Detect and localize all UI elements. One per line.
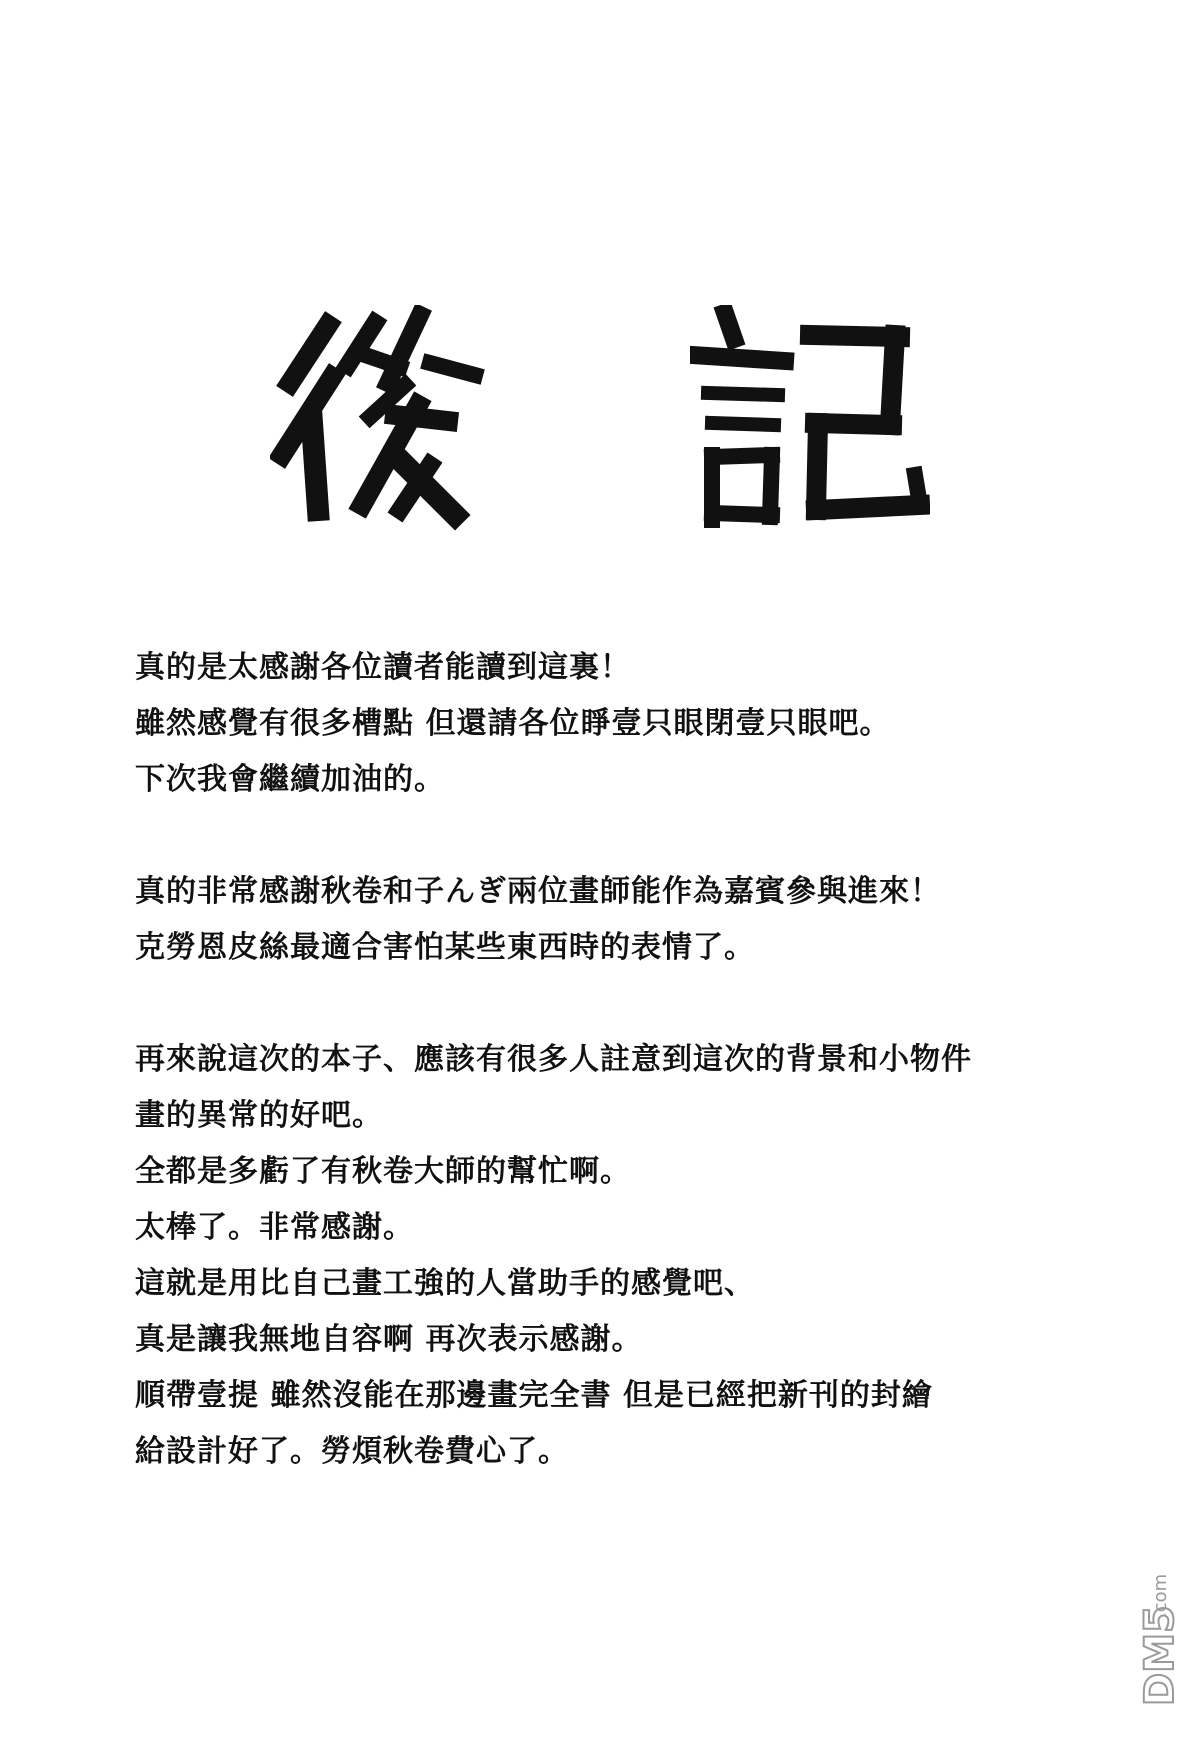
paragraph-3-line-4: 太棒了。非常感謝。 [135,1210,414,1245]
svg-text:.com: .com [1150,1573,1171,1618]
paragraph-2-line-2: 克勞恩皮絲最適合害怕某些東西時的表情了。 [135,930,755,965]
paragraph-1-line-1: 真的是太感謝各位讀者能讀到這裏！ [135,650,631,685]
paragraph-1-line-3: 下次我會繼續加油的。 [135,762,445,797]
title-char-right [690,305,930,545]
watermark-logo-icon [1128,1526,1188,1726]
paragraph-3-line-3: 全都是多虧了有秋卷大師的幫忙啊。 [135,1154,631,1189]
paragraph-3-line-5: 這就是用比自己畫工強的人當助手的感覺吧、 [135,1266,755,1301]
paragraph-3-line-2: 畫的異常的好吧。 [135,1098,383,1133]
paragraph-gap [135,808,1095,864]
paragraph-3-line-8: 給設計好了。勞煩秋卷費心了。 [135,1434,569,1469]
paragraph-3-line-7: 順帶壹提 雖然沒能在那邊畫完全書 但是已經把新刊的封繪 [135,1378,933,1413]
svg-text:DM5: DM5 [1137,1605,1183,1706]
paragraph-3-line-1: 再來說這次的本子、應該有很多人註意到這次的背景和小物件 [135,1042,972,1077]
paragraph-gap [135,976,1095,1032]
paragraph-3-line-6: 真是讓我無地自容啊 再次表示感謝。 [135,1322,643,1357]
title-char-left [270,305,510,545]
title-char-left-glyph [270,305,510,545]
paragraph-1-line-2: 雖然感覺有很多槽點 但還請各位睜壹只眼閉壹只眼吧。 [135,706,891,741]
title-char-right-glyph [690,305,930,545]
dm5-watermark-logo [1128,1526,1188,1726]
paragraph-2-line-1: 真的非常感謝秋卷和子んぎ兩位畫師能作為嘉賓參與進來！ [135,874,941,909]
afterword-title [270,305,930,545]
afterword-body [135,640,1095,1480]
